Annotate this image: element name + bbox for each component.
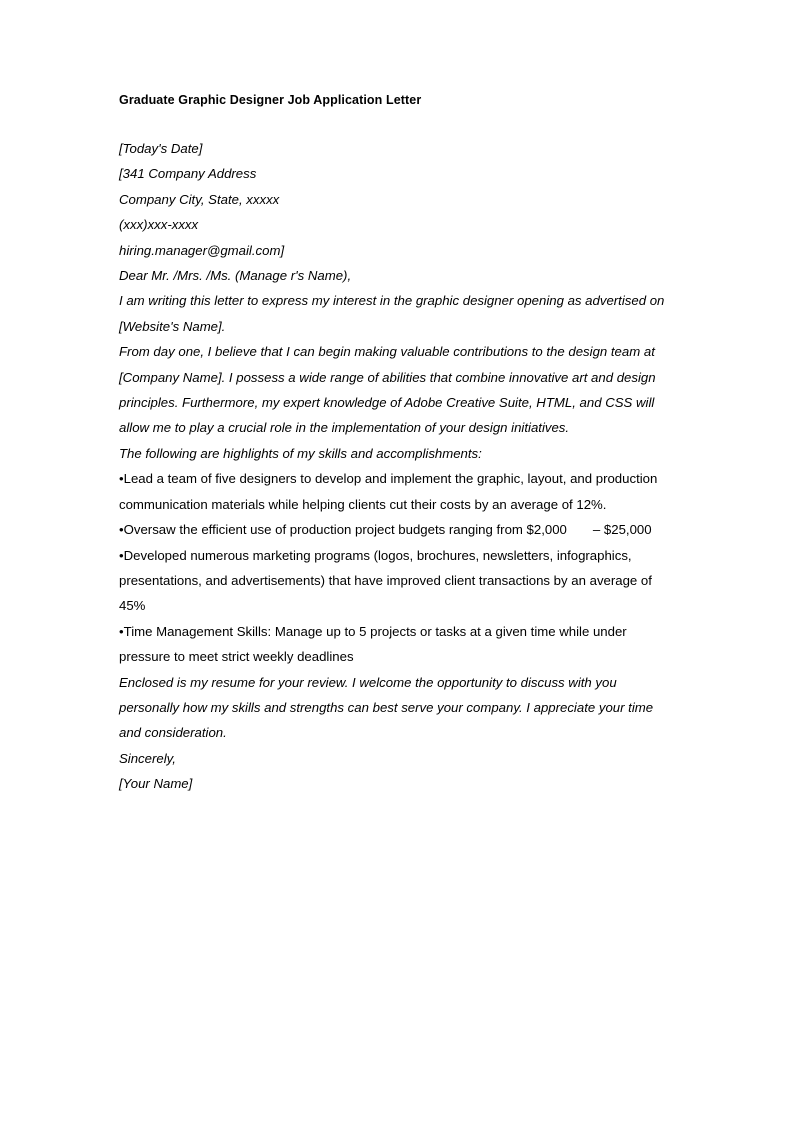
bullet-icon: • xyxy=(119,547,124,563)
letter-body xyxy=(119,92,671,797)
list-item-text: Lead a team of five designers to develop and implement the graphic, layout, and production communication materials while helping clients cut their costs by an average of 12%. xyxy=(119,471,658,512)
address-line-2: Company City, State, xxxxx xyxy=(119,191,280,207)
date-line: [Today's Date] xyxy=(119,141,203,156)
bullet-icon: • xyxy=(119,623,124,639)
list-item xyxy=(119,466,671,517)
address-line-1: [341 Company Address xyxy=(119,166,257,182)
email-line: hiring.manager@gmail.com] xyxy=(119,242,285,258)
signature-name-line: [Your Name] xyxy=(119,776,193,792)
intro-paragraph: I am writing this letter to express my interest in the graphic designer opening as advertised on [Website's Name]. xyxy=(119,293,665,334)
page-title: Graduate Graphic Designer Job Application Letter xyxy=(119,93,422,107)
phone-line: (xxx)xxx-xxxx xyxy=(119,217,199,233)
body-paragraph: From day one, I believe that I can begin making valuable contributions to the design team at [Company Name]. I possess a wide range of abilities that combine innovative art and design principles. Furthermore, my expert knowledge of Adobe Creative Suite, HTML, and CSS will allow me to play a crucial role in the implementation of your design initiatives. xyxy=(119,344,656,436)
title-spacer xyxy=(119,108,671,136)
list-item xyxy=(119,619,671,670)
salutation-line: Dear Mr. /Mrs. /Ms. (Manage r's Name), xyxy=(119,268,352,284)
list-item-text: Time Management Skills: Manage up to 5 projects or tasks at a given time while under pressure to meet strict weekly deadlines xyxy=(119,623,627,665)
list-item xyxy=(119,543,671,619)
list-item-text: Developed numerous marketing programs (logos, brochures, newsletters, infographics, presentations, and advertisements) that have improved client transactions by an average of 45% xyxy=(119,547,652,614)
sign-off-line: Sincerely, xyxy=(119,750,176,766)
list-item-text-continued: – $25,000 xyxy=(592,522,652,538)
bullet-icon: • xyxy=(119,471,124,487)
highlights-lead-in: The following are highlights of my skills and accomplishments: xyxy=(119,445,482,461)
list-item-text: Oversaw the efficient use of production project budgets ranging from $2,000 xyxy=(123,522,567,538)
bullet-icon: • xyxy=(119,522,124,538)
list-item xyxy=(119,517,671,542)
closing-paragraph: Enclosed is my resume for your review. I welcome the opportunity to discuss with you personally how my skills and strengths can best serve your company. I appreciate your time and consideration. xyxy=(119,674,654,741)
